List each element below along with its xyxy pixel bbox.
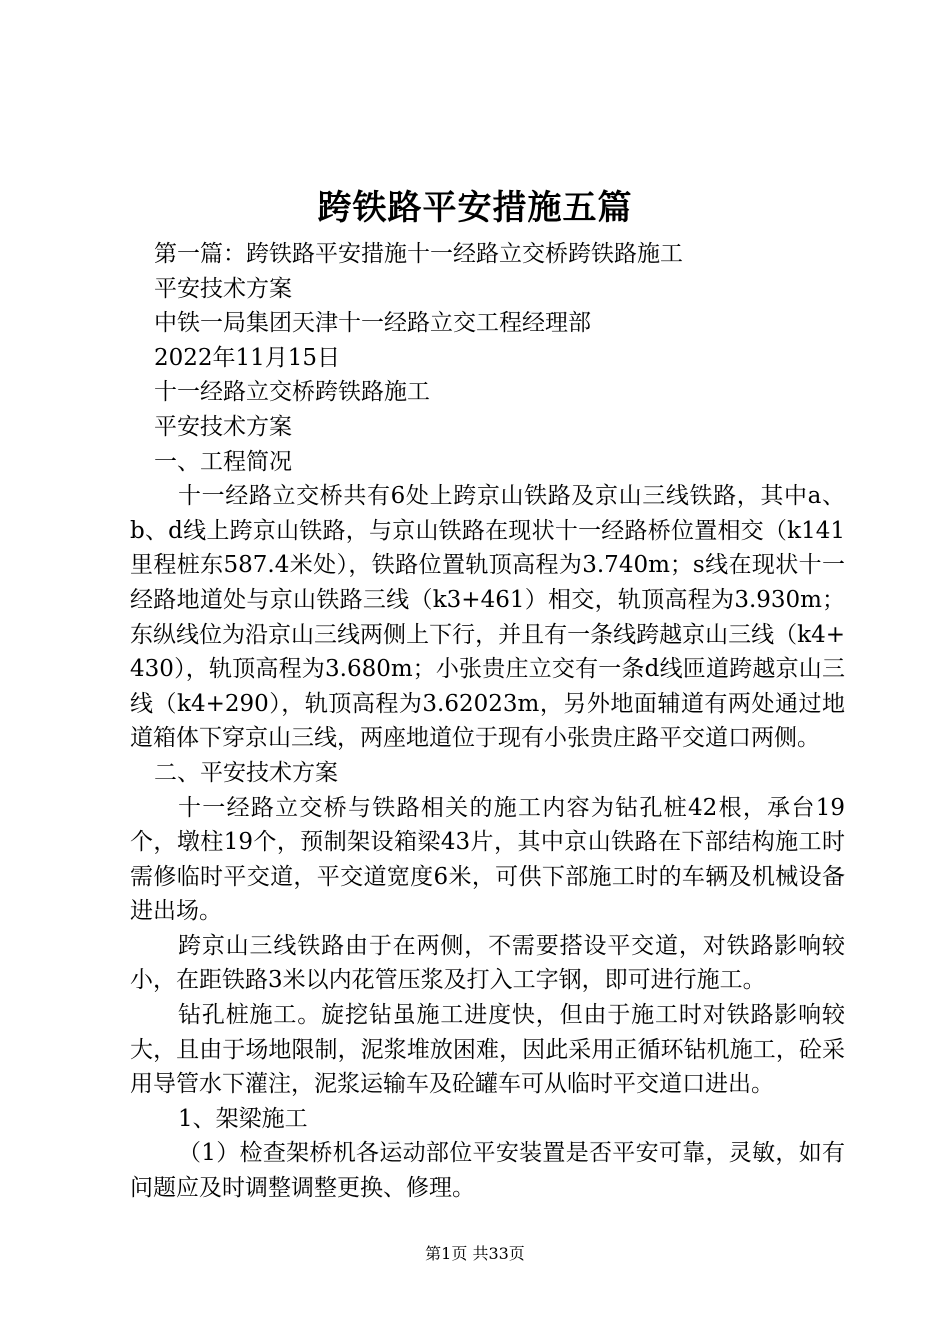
overview-paragraph: 十一经路立交桥共有6处上跨京山铁路及京山三线铁路，其中a、b、d线上跨京山铁路，与京山铁路在现状十一经路桥位置相交（k141里程桩东587.4米处），铁路位置轨顶高程为3.740m；s线在现状十一经路地道处与京山铁路三线（k3+461）相交，轨顶高程为3.930m；东纵线位为沿京山三线两侧上下行，并且有一条线跨越京山三线（k4+430），轨顶高程为3.680m；小张贵庄立交有一条d线匝道跨越京山三线（k4+290），轨顶高程为3.62023m，另外地面辅道有两处通过地道箱体下穿京山三线，两座地道位于现有小张贵庄路平交道口两侧。	[130, 483, 845, 752]
page-footer: 第1页 共33页	[425, 1244, 525, 1263]
project-line: 十一经路立交桥跨铁路施工	[154, 379, 430, 406]
item1-heading: 1、架梁施工	[178, 1105, 308, 1132]
section1-heading: 一、工程简况	[154, 448, 292, 475]
item1-1-paragraph: （1）检查架桥机各运动部位平安装置是否平安可靠，灵敏，如有问题应及时调整调整更换、修理。	[130, 1140, 845, 1202]
date-line: 2022年11月15日	[154, 344, 341, 371]
document-body	[130, 237, 845, 1206]
part-heading: 第一篇：跨铁路平安措施十一经路立交桥跨铁路施工	[154, 241, 683, 267]
document-title: 跨铁路平安措施五篇	[317, 188, 633, 228]
drilling-paragraph: 钻孔桩施工。旋挖钻虽施工进度快，但由于施工时对铁路影响较大，且由于场地限制，泥浆堆放困难，因此采用正循环钻机施工，砼采用导管水下灌注，泥浆运输车及砼罐车可从临时平交道口进出。	[130, 1002, 845, 1098]
plan-line: 平安技术方案	[154, 413, 292, 440]
section2-heading: 二、平安技术方案	[154, 759, 338, 786]
plan-subtitle: 平安技术方案	[154, 275, 292, 302]
sanxian-paragraph: 跨京山三线铁路由于在两侧，不需要搭设平交道，对铁路影响较小，在距铁路3米以内花管压浆及打入工字钢，即可进行施工。	[130, 932, 845, 994]
organization-line: 中铁一局集团天津十一经路立交工程经理部	[154, 310, 591, 337]
construction-paragraph: 十一经路立交桥与铁路相关的施工内容为钻孔桩42根，承台19个，墩柱19个，预制架设箱梁43片，其中京山铁路在下部结构施工时需修临时平交道，平交道宽度6米，可供下部施工时的车辆及机械设备进出场。	[130, 794, 845, 925]
